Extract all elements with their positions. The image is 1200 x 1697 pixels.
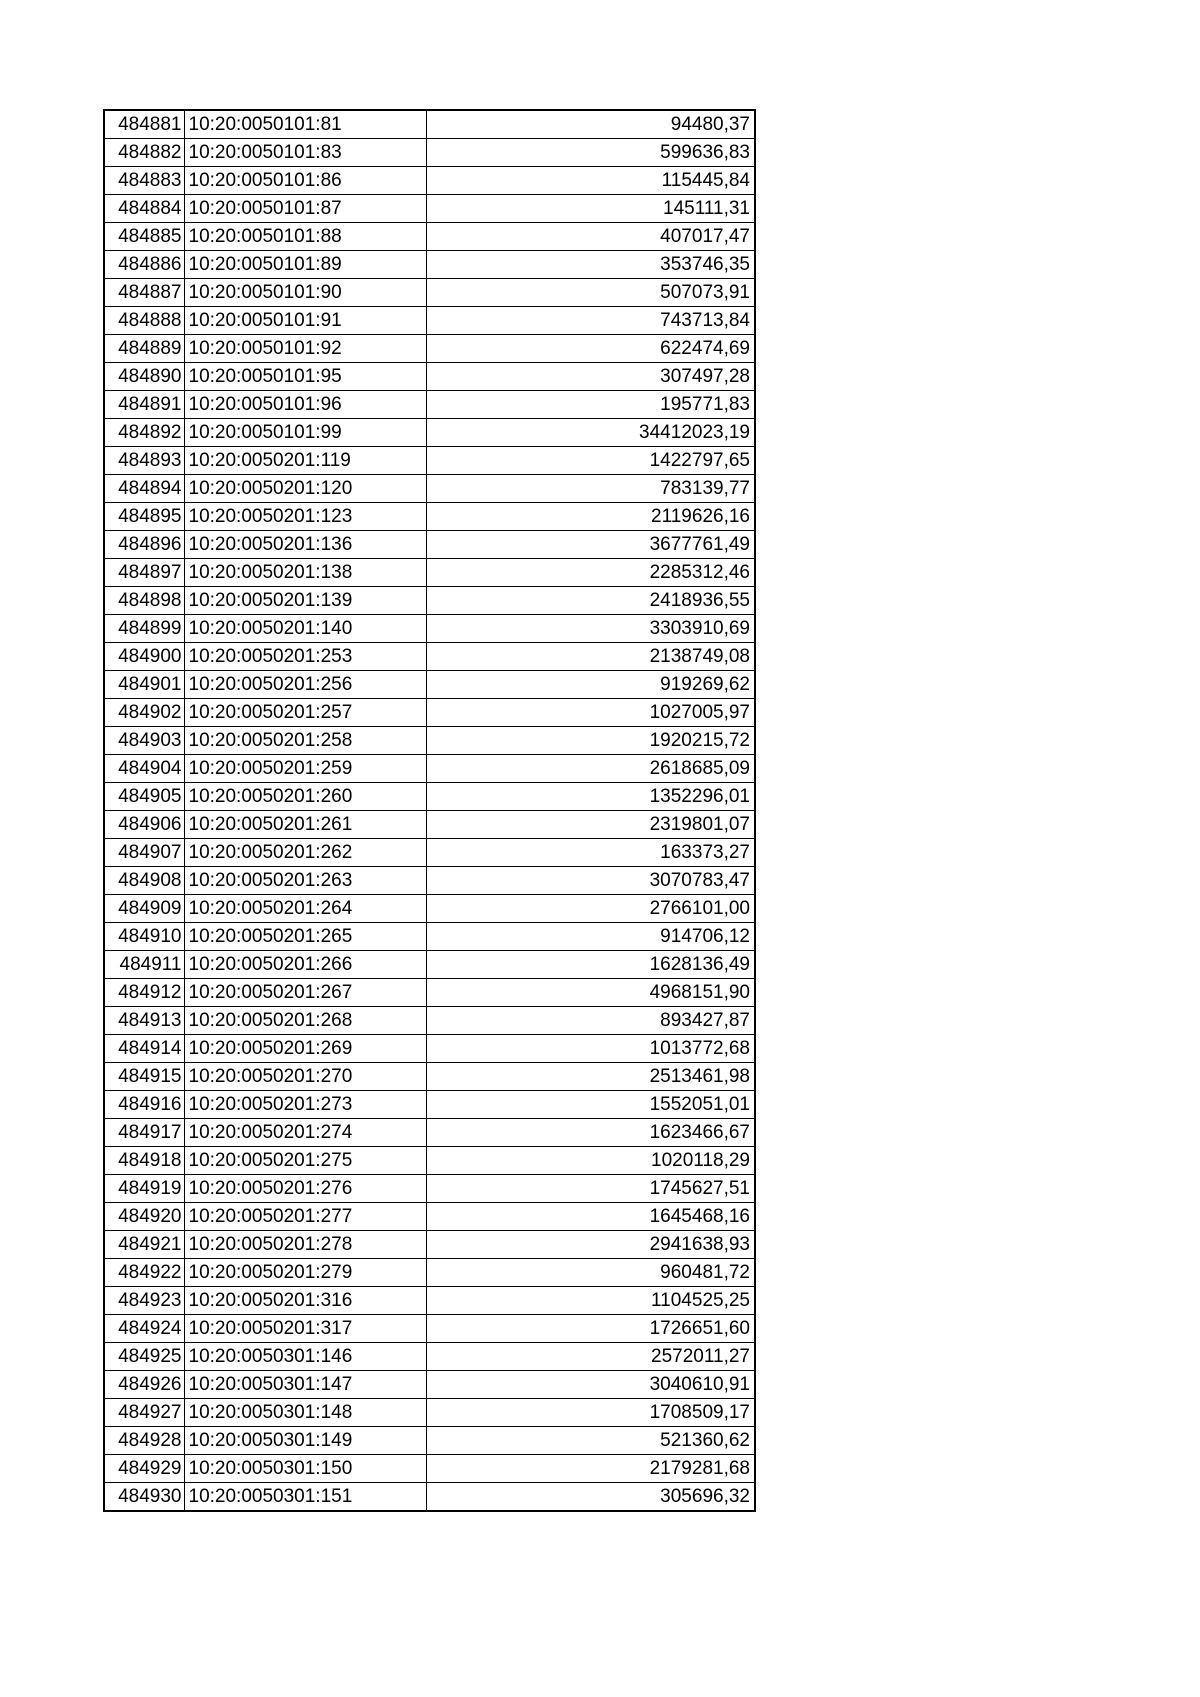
table-row — [104, 279, 755, 307]
cadastral-number-cell: 10:20:0050101:81 — [184, 110, 426, 139]
document-page — [103, 109, 756, 1512]
cadastral-value-cell: 2319801,07 — [426, 811, 755, 839]
table-row — [104, 979, 755, 1007]
table-row — [104, 839, 755, 867]
cadastral-value-cell: 1027005,97 — [426, 699, 755, 727]
cadastral-value-cell: 1013772,68 — [426, 1035, 755, 1063]
cadastral-value-cell: 599636,83 — [426, 139, 755, 167]
cadastral-value-cell: 407017,47 — [426, 223, 755, 251]
row-number-cell: 484926 — [104, 1371, 184, 1399]
cadastral-number-cell: 10:20:0050201:120 — [184, 475, 426, 503]
row-number-cell: 484900 — [104, 643, 184, 671]
row-number-cell: 484888 — [104, 307, 184, 335]
cadastral-value-cell: 3303910,69 — [426, 615, 755, 643]
table-row — [104, 951, 755, 979]
table-row — [104, 167, 755, 195]
table-row — [104, 643, 755, 671]
cadastral-number-cell: 10:20:0050201:261 — [184, 811, 426, 839]
table-row — [104, 391, 755, 419]
table-row — [104, 1091, 755, 1119]
row-number-cell: 484920 — [104, 1203, 184, 1231]
cadastral-value-cell: 893427,87 — [426, 1007, 755, 1035]
row-number-cell: 484890 — [104, 363, 184, 391]
row-number-cell: 484907 — [104, 839, 184, 867]
cadastral-value-cell: 1745627,51 — [426, 1175, 755, 1203]
row-number-cell: 484910 — [104, 923, 184, 951]
cadastral-number-cell: 10:20:0050301:146 — [184, 1343, 426, 1371]
table-row — [104, 1231, 755, 1259]
table-row — [104, 139, 755, 167]
cadastral-number-cell: 10:20:0050301:147 — [184, 1371, 426, 1399]
cadastral-value-cell: 2941638,93 — [426, 1231, 755, 1259]
row-number-cell: 484895 — [104, 503, 184, 531]
cadastral-value-cell: 1708509,17 — [426, 1399, 755, 1427]
cadastral-value-cell: 1104525,25 — [426, 1287, 755, 1315]
table-row — [104, 867, 755, 895]
row-number-cell: 484923 — [104, 1287, 184, 1315]
cadastral-number-cell: 10:20:0050101:96 — [184, 391, 426, 419]
cadastral-value-cell: 2418936,55 — [426, 587, 755, 615]
cadastral-number-cell: 10:20:0050201:267 — [184, 979, 426, 1007]
table-row — [104, 1371, 755, 1399]
cadastral-value-cell: 1352296,01 — [426, 783, 755, 811]
row-number-cell: 484925 — [104, 1343, 184, 1371]
table-row — [104, 1483, 755, 1512]
row-number-cell: 484912 — [104, 979, 184, 1007]
table-row — [104, 923, 755, 951]
row-number-cell: 484894 — [104, 475, 184, 503]
row-number-cell: 484892 — [104, 419, 184, 447]
row-number-cell: 484930 — [104, 1483, 184, 1512]
table-row — [104, 1203, 755, 1231]
row-number-cell: 484902 — [104, 699, 184, 727]
cadastral-value-cell: 1552051,01 — [426, 1091, 755, 1119]
cadastral-value-cell: 34412023,19 — [426, 419, 755, 447]
cadastral-number-cell: 10:20:0050201:274 — [184, 1119, 426, 1147]
row-number-cell: 484891 — [104, 391, 184, 419]
table-row — [104, 1399, 755, 1427]
row-number-cell: 484882 — [104, 139, 184, 167]
cadastral-number-cell: 10:20:0050101:89 — [184, 251, 426, 279]
cadastral-value-cell: 960481,72 — [426, 1259, 755, 1287]
row-number-cell: 484885 — [104, 223, 184, 251]
table-row — [104, 1259, 755, 1287]
cadastral-value-cell: 2618685,09 — [426, 755, 755, 783]
cadastral-value-cell: 1645468,16 — [426, 1203, 755, 1231]
row-number-cell: 484927 — [104, 1399, 184, 1427]
cadastral-value-table — [103, 109, 756, 1512]
cadastral-value-cell: 783139,77 — [426, 475, 755, 503]
row-number-cell: 484916 — [104, 1091, 184, 1119]
row-number-cell: 484913 — [104, 1007, 184, 1035]
cadastral-number-cell: 10:20:0050201:138 — [184, 559, 426, 587]
table-row — [104, 1455, 755, 1483]
cadastral-value-cell: 2179281,68 — [426, 1455, 755, 1483]
table-row — [104, 895, 755, 923]
table-row — [104, 447, 755, 475]
cadastral-value-cell: 914706,12 — [426, 923, 755, 951]
cadastral-number-cell: 10:20:0050201:279 — [184, 1259, 426, 1287]
row-number-cell: 484903 — [104, 727, 184, 755]
cadastral-number-cell: 10:20:0050101:90 — [184, 279, 426, 307]
cadastral-number-cell: 10:20:0050201:276 — [184, 1175, 426, 1203]
cadastral-value-cell: 1726651,60 — [426, 1315, 755, 1343]
cadastral-value-cell: 743713,84 — [426, 307, 755, 335]
cadastral-number-cell: 10:20:0050101:86 — [184, 167, 426, 195]
row-number-cell: 484915 — [104, 1063, 184, 1091]
cadastral-value-cell: 1628136,49 — [426, 951, 755, 979]
cadastral-value-cell: 94480,37 — [426, 110, 755, 139]
cadastral-number-cell: 10:20:0050201:139 — [184, 587, 426, 615]
row-number-cell: 484917 — [104, 1119, 184, 1147]
cadastral-value-cell: 2513461,98 — [426, 1063, 755, 1091]
row-number-cell: 484898 — [104, 587, 184, 615]
cadastral-value-cell: 2119626,16 — [426, 503, 755, 531]
row-number-cell: 484921 — [104, 1231, 184, 1259]
cadastral-number-cell: 10:20:0050201:266 — [184, 951, 426, 979]
row-number-cell: 484922 — [104, 1259, 184, 1287]
table-row — [104, 110, 755, 139]
cadastral-value-cell: 307497,28 — [426, 363, 755, 391]
cadastral-number-cell: 10:20:0050201:259 — [184, 755, 426, 783]
cadastral-number-cell: 10:20:0050101:91 — [184, 307, 426, 335]
table-row — [104, 1427, 755, 1455]
table-row — [104, 251, 755, 279]
cadastral-value-cell: 1020118,29 — [426, 1147, 755, 1175]
cadastral-value-cell: 4968151,90 — [426, 979, 755, 1007]
row-number-cell: 484911 — [104, 951, 184, 979]
cadastral-number-cell: 10:20:0050201:277 — [184, 1203, 426, 1231]
row-number-cell: 484919 — [104, 1175, 184, 1203]
table-row — [104, 1343, 755, 1371]
table-row — [104, 811, 755, 839]
row-number-cell: 484889 — [104, 335, 184, 363]
table-row — [104, 195, 755, 223]
cadastral-value-cell: 305696,32 — [426, 1483, 755, 1512]
cadastral-number-cell: 10:20:0050201:268 — [184, 1007, 426, 1035]
table-row — [104, 1119, 755, 1147]
row-number-cell: 484893 — [104, 447, 184, 475]
cadastral-value-cell: 1422797,65 — [426, 447, 755, 475]
row-number-cell: 484908 — [104, 867, 184, 895]
cadastral-value-cell: 115445,84 — [426, 167, 755, 195]
cadastral-number-cell: 10:20:0050201:136 — [184, 531, 426, 559]
row-number-cell: 484905 — [104, 783, 184, 811]
table-row — [104, 419, 755, 447]
table-row — [104, 307, 755, 335]
table-row — [104, 1007, 755, 1035]
cadastral-value-cell: 622474,69 — [426, 335, 755, 363]
cadastral-number-cell: 10:20:0050101:92 — [184, 335, 426, 363]
table-row — [104, 1063, 755, 1091]
table-body — [104, 110, 755, 1511]
cadastral-value-cell: 1623466,67 — [426, 1119, 755, 1147]
cadastral-number-cell: 10:20:0050201:119 — [184, 447, 426, 475]
table-row — [104, 531, 755, 559]
table-row — [104, 671, 755, 699]
table-row — [104, 223, 755, 251]
table-row — [104, 1175, 755, 1203]
table-row — [104, 727, 755, 755]
cadastral-number-cell: 10:20:0050201:278 — [184, 1231, 426, 1259]
cadastral-number-cell: 10:20:0050201:269 — [184, 1035, 426, 1063]
cadastral-number-cell: 10:20:0050101:99 — [184, 419, 426, 447]
cadastral-number-cell: 10:20:0050201:123 — [184, 503, 426, 531]
row-number-cell: 484906 — [104, 811, 184, 839]
cadastral-value-cell: 195771,83 — [426, 391, 755, 419]
row-number-cell: 484884 — [104, 195, 184, 223]
row-number-cell: 484887 — [104, 279, 184, 307]
row-number-cell: 484929 — [104, 1455, 184, 1483]
cadastral-number-cell: 10:20:0050101:88 — [184, 223, 426, 251]
cadastral-value-cell: 2572011,27 — [426, 1343, 755, 1371]
table-row — [104, 783, 755, 811]
cadastral-number-cell: 10:20:0050201:265 — [184, 923, 426, 951]
table-row — [104, 363, 755, 391]
cadastral-value-cell: 507073,91 — [426, 279, 755, 307]
table-row — [104, 615, 755, 643]
cadastral-value-cell: 353746,35 — [426, 251, 755, 279]
table-row — [104, 475, 755, 503]
cadastral-number-cell: 10:20:0050201:140 — [184, 615, 426, 643]
row-number-cell: 484881 — [104, 110, 184, 139]
cadastral-number-cell: 10:20:0050101:83 — [184, 139, 426, 167]
row-number-cell: 484909 — [104, 895, 184, 923]
cadastral-number-cell: 10:20:0050201:258 — [184, 727, 426, 755]
table-row — [104, 699, 755, 727]
cadastral-value-cell: 3040610,91 — [426, 1371, 755, 1399]
table-row — [104, 335, 755, 363]
cadastral-value-cell: 919269,62 — [426, 671, 755, 699]
cadastral-value-cell: 3677761,49 — [426, 531, 755, 559]
cadastral-number-cell: 10:20:0050201:273 — [184, 1091, 426, 1119]
table-row — [104, 503, 755, 531]
cadastral-number-cell: 10:20:0050201:253 — [184, 643, 426, 671]
cadastral-number-cell: 10:20:0050301:149 — [184, 1427, 426, 1455]
table-row — [104, 1035, 755, 1063]
cadastral-number-cell: 10:20:0050201:257 — [184, 699, 426, 727]
cadastral-value-cell: 3070783,47 — [426, 867, 755, 895]
cadastral-number-cell: 10:20:0050201:260 — [184, 783, 426, 811]
row-number-cell: 484914 — [104, 1035, 184, 1063]
row-number-cell: 484924 — [104, 1315, 184, 1343]
cadastral-number-cell: 10:20:0050201:264 — [184, 895, 426, 923]
cadastral-number-cell: 10:20:0050101:95 — [184, 363, 426, 391]
cadastral-value-cell: 145111,31 — [426, 195, 755, 223]
row-number-cell: 484918 — [104, 1147, 184, 1175]
cadastral-value-cell: 521360,62 — [426, 1427, 755, 1455]
cadastral-number-cell: 10:20:0050201:262 — [184, 839, 426, 867]
cadastral-number-cell: 10:20:0050201:263 — [184, 867, 426, 895]
row-number-cell: 484904 — [104, 755, 184, 783]
cadastral-number-cell: 10:20:0050201:256 — [184, 671, 426, 699]
cadastral-number-cell: 10:20:0050301:150 — [184, 1455, 426, 1483]
table-row — [104, 1287, 755, 1315]
cadastral-number-cell: 10:20:0050201:316 — [184, 1287, 426, 1315]
row-number-cell: 484886 — [104, 251, 184, 279]
table-row — [104, 587, 755, 615]
row-number-cell: 484899 — [104, 615, 184, 643]
row-number-cell: 484897 — [104, 559, 184, 587]
table-row — [104, 1147, 755, 1175]
cadastral-number-cell: 10:20:0050201:317 — [184, 1315, 426, 1343]
row-number-cell: 484883 — [104, 167, 184, 195]
cadastral-number-cell: 10:20:0050301:148 — [184, 1399, 426, 1427]
row-number-cell: 484901 — [104, 671, 184, 699]
cadastral-number-cell: 10:20:0050101:87 — [184, 195, 426, 223]
cadastral-value-cell: 2766101,00 — [426, 895, 755, 923]
cadastral-number-cell: 10:20:0050301:151 — [184, 1483, 426, 1512]
cadastral-value-cell: 163373,27 — [426, 839, 755, 867]
cadastral-value-cell: 2138749,08 — [426, 643, 755, 671]
table-row — [104, 559, 755, 587]
cadastral-number-cell: 10:20:0050201:270 — [184, 1063, 426, 1091]
cadastral-value-cell: 2285312,46 — [426, 559, 755, 587]
table-row — [104, 755, 755, 783]
row-number-cell: 484928 — [104, 1427, 184, 1455]
cadastral-value-cell: 1920215,72 — [426, 727, 755, 755]
cadastral-number-cell: 10:20:0050201:275 — [184, 1147, 426, 1175]
table-row — [104, 1315, 755, 1343]
row-number-cell: 484896 — [104, 531, 184, 559]
